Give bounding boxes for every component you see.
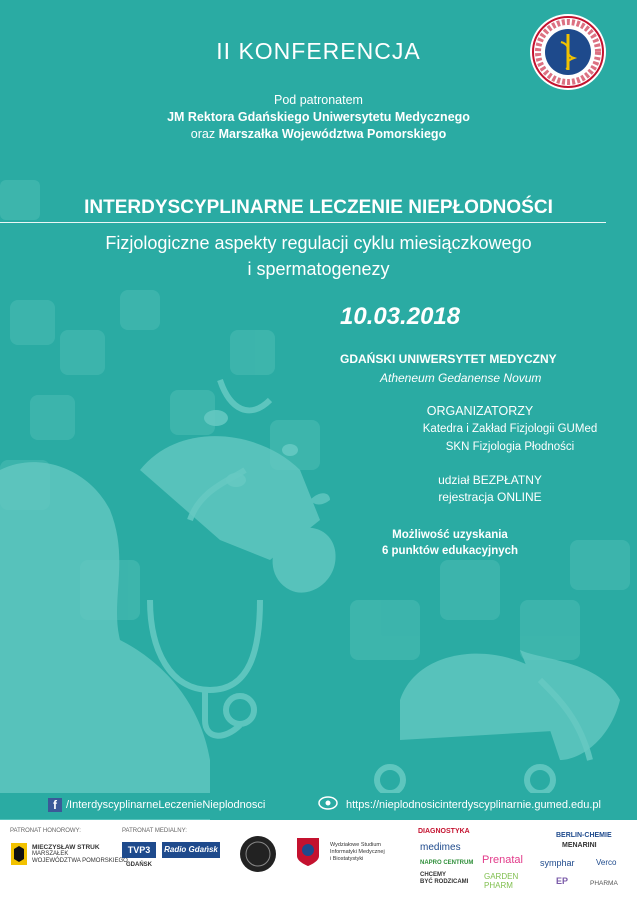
patronage-intro: Pod patronatem [274,93,363,107]
garden-pharm-logo: GARDEN PHARM [484,872,519,890]
subtitle-line-1: Fizjologiczne aspekty regulacji cyklu miesiączkowego [105,233,532,253]
event-date: 10.03.2018 [340,303,461,330]
venue-block [340,350,620,388]
menarini-logo: MENARINI [562,842,597,849]
symphar-logo: symphar [540,858,575,868]
website-link[interactable]: https://nieplodnosicinterdyscyplinarnie.gumed.edu.pl [346,799,601,811]
patronage-block [0,92,637,143]
diagnostyka-logo: DIAGNOSTYKA [418,828,470,835]
web-icon [318,796,338,810]
gumed-faculty-logo [295,836,321,868]
verco-logo: Verco [596,858,617,867]
subtitle [30,230,607,282]
media-patronage-label: PATRONAT MEDIALNY: [122,828,187,834]
honorary-patronage-label: PATRONAT HONOROWY: [10,828,81,834]
radio-gdansk-logo: Radio Gdańsk [162,842,220,858]
ep-logo: EP [556,876,569,886]
registration-online: rejestracja ONLINE [438,490,542,504]
venue-name: GDAŃSKI UNIWERSYTET MEDYCZNY [340,352,557,366]
points-line-2: 6 punktów edukacyjnych [381,545,519,557]
pomorskie-logo [10,842,28,866]
organizers-block [400,402,620,456]
prenatal-logo: Prenatal [482,854,523,866]
medimes-logo: medimes [420,842,461,853]
organizers-heading: ORGANIZATORZY [426,404,534,418]
student-club-logo [238,834,278,874]
studium-name: Wydziałowe Studium Informatyki Medycznej i Biostatystyki [330,842,385,862]
tvp3-city: GDAŃSK [126,862,153,868]
organizer-department: Katedra i Zakład Fizjologii GUMed [422,423,598,435]
pharma-logo: PHARMA [590,880,618,887]
honorary-patron-name: MIECZYSŁAW STRUK MARSZAŁEK WOJEWÓDZTWA POMORSKIEGO [32,844,128,864]
main-title: INTERDYSCYPLINARNE LECZENIE NIEPŁODNOŚCI [84,197,553,218]
subtitle-line-2: i spermatogenezy [247,259,390,279]
conference-edition-title: II KONFERENCJA [216,38,421,64]
participation-free: udział BEZPŁATNY [438,473,542,487]
napro-logo: NAPRO CENTRUM [420,860,474,866]
patron-rector: JM Rektora Gdańskiego Uniwersytetu Medycznego [167,110,470,124]
facebook-icon[interactable]: f [48,798,62,812]
facebook-link[interactable]: /InterdyscyplinarneLeczenieNieplodnosci [66,799,266,811]
patron-marshal: oraz Marszałka Województwa Pomorskiego [190,127,447,141]
participation-block [380,472,600,506]
title-divider [0,222,606,223]
sponsors-strip [0,820,637,899]
berlin-chemie-logo: BERLIN-CHEMIE [556,832,612,839]
venue-hall: Atheneum Gedanense Novum [380,371,542,385]
points-line-1: Możliwość uzyskania [392,529,508,541]
chcemy-logo: CHCEMY BYĆ RODZICAMI [420,872,469,885]
tvp3-logo: TVP3 [122,842,156,858]
organizer-student-club: SKN Fizjologia Płodności [445,441,575,453]
points-block [340,527,560,559]
